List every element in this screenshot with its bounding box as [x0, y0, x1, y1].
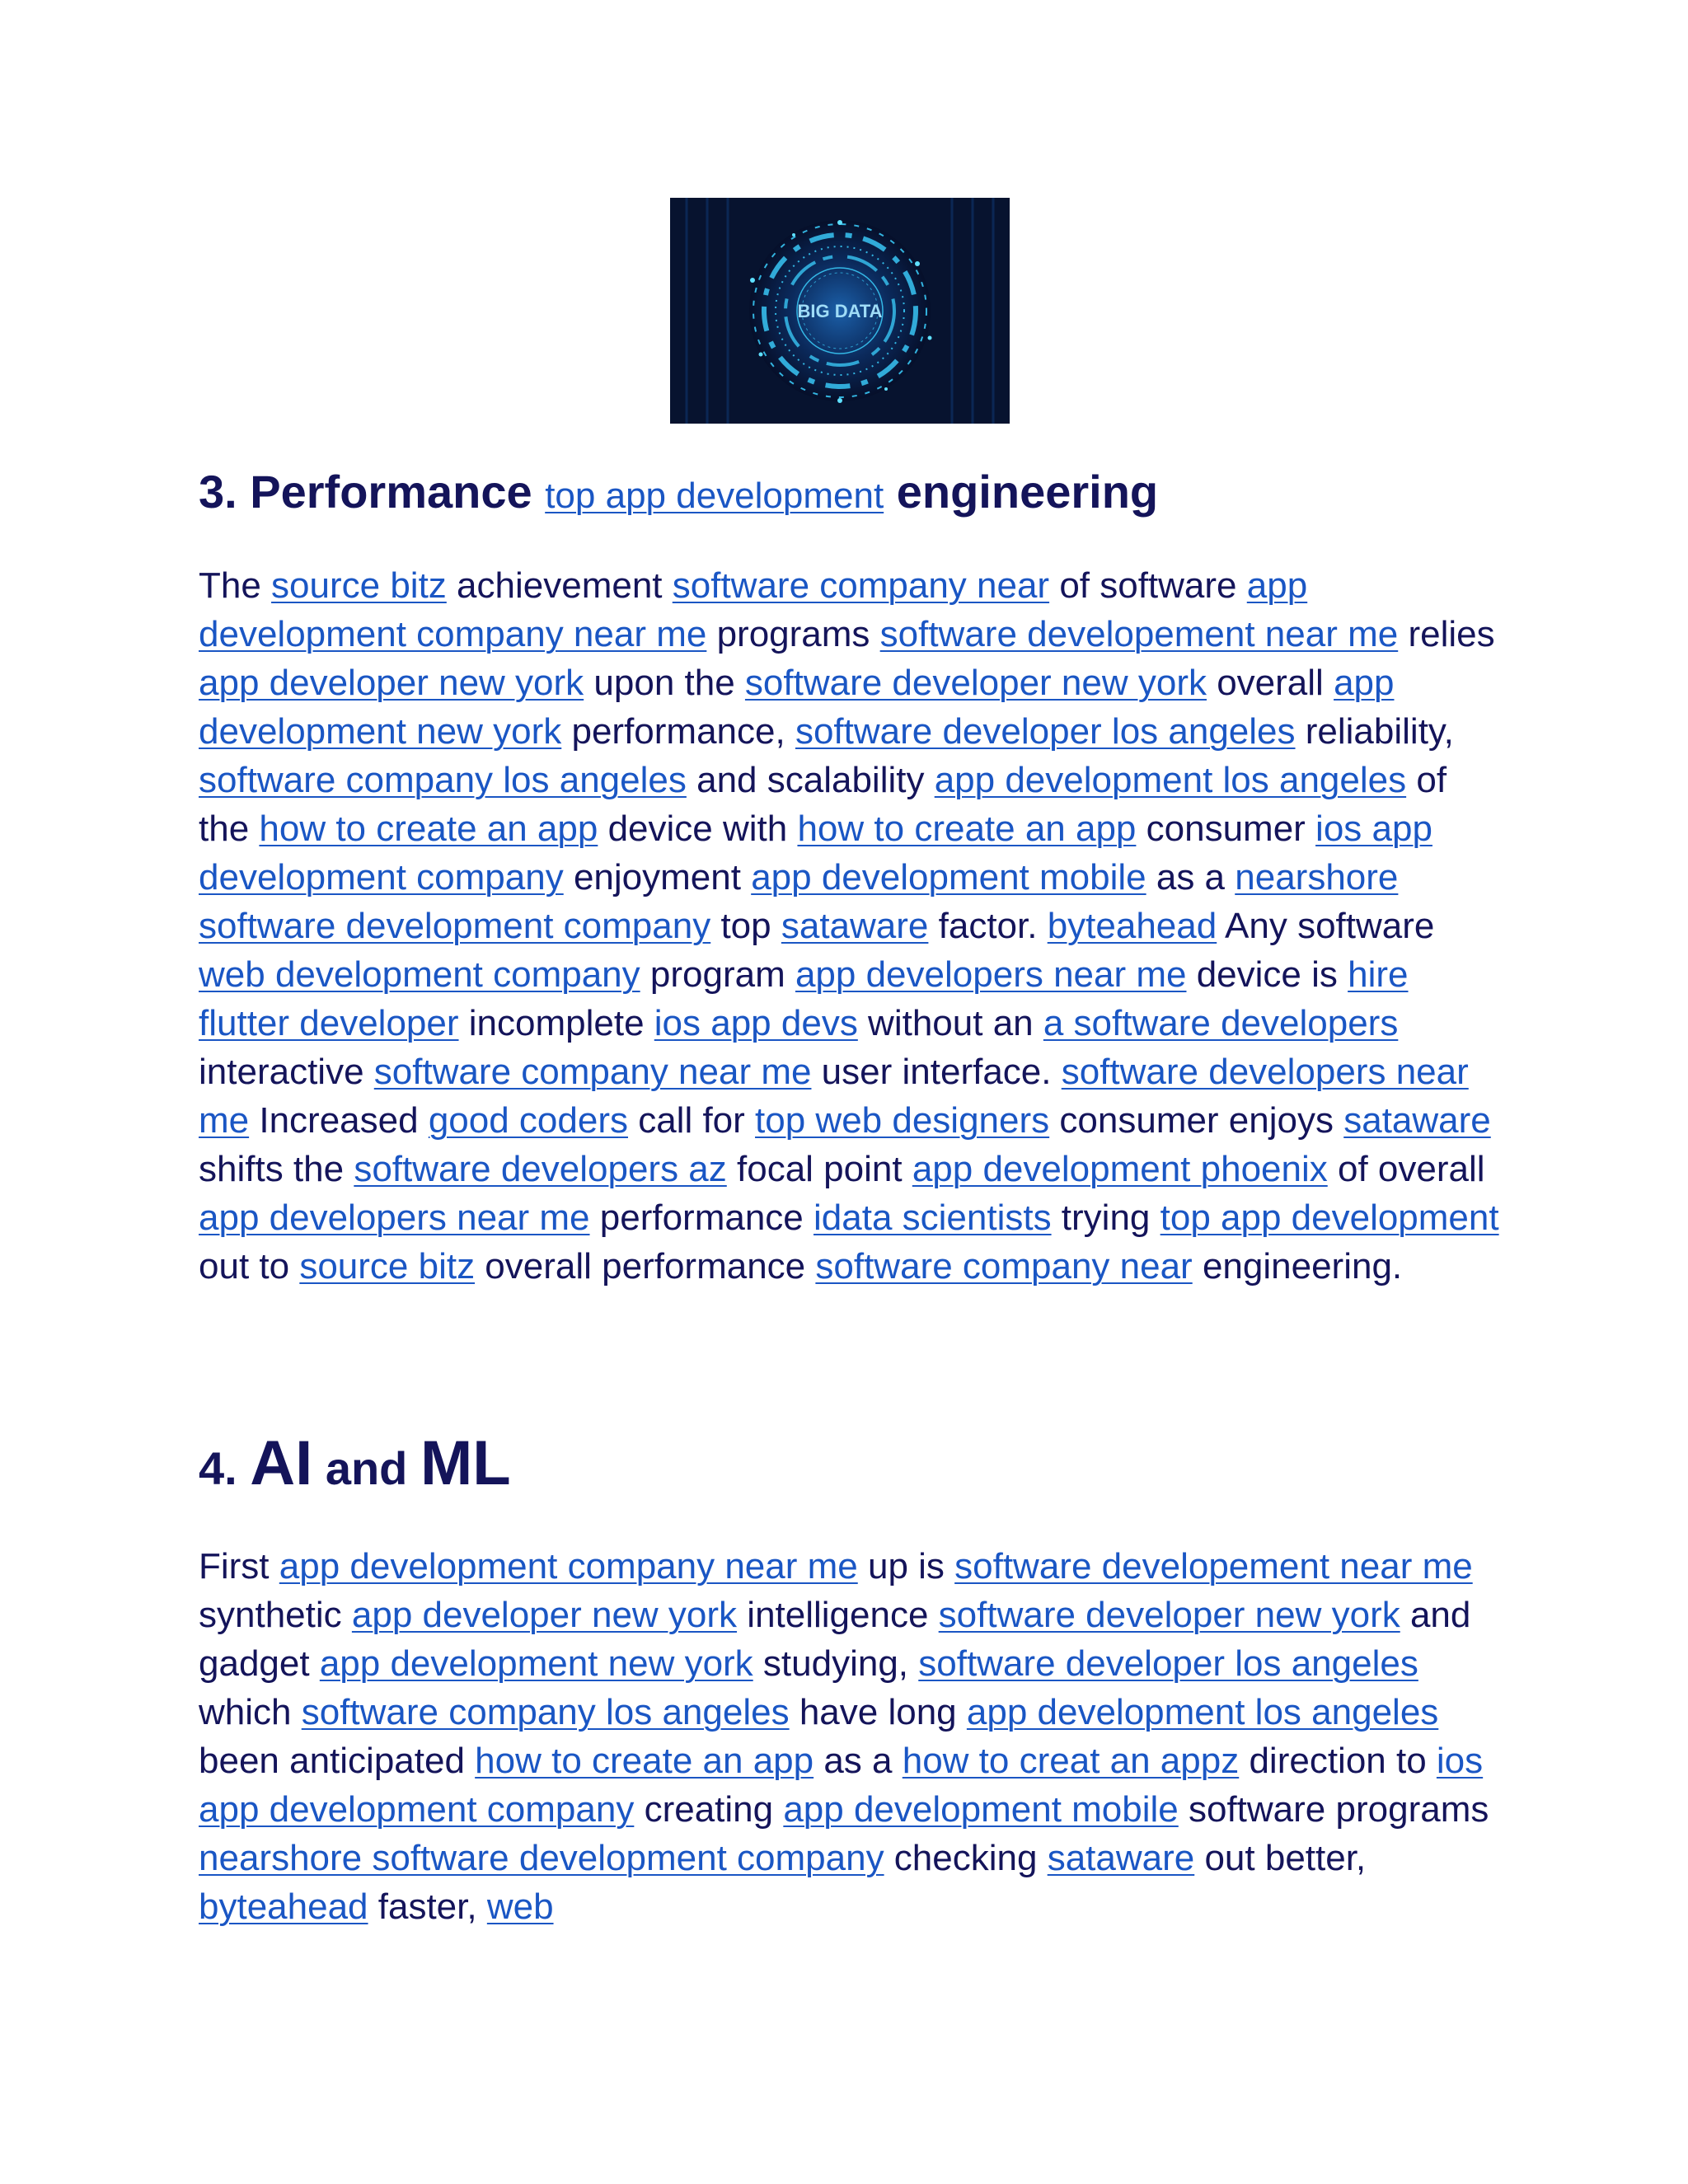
- body-text: incomplete: [458, 1003, 654, 1043]
- section-performance: [199, 464, 1501, 519]
- body-text: upon the: [584, 663, 745, 703]
- heading-prefix: 3. Performance: [199, 466, 532, 518]
- body-text: device with: [598, 808, 798, 849]
- inline-link[interactable]: a software developers: [1043, 1003, 1399, 1043]
- heading-link[interactable]: top app development: [545, 476, 884, 516]
- body-text: program: [640, 954, 795, 995]
- inline-link[interactable]: byteahead: [1047, 906, 1217, 946]
- body-text: overall: [1206, 663, 1334, 703]
- body-text: been anticipated: [199, 1741, 476, 1781]
- hero-caption: BIG DATA: [797, 301, 883, 321]
- section-ai-ml: [199, 1426, 1501, 1501]
- inline-link[interactable]: sataware: [1047, 1838, 1195, 1878]
- heading-suffix: engineering: [896, 466, 1159, 518]
- body-text: have long: [789, 1692, 967, 1732]
- body-text: overall performance: [475, 1246, 816, 1286]
- body-text: of overall: [1327, 1149, 1485, 1189]
- inline-link[interactable]: software company near: [672, 565, 1050, 606]
- body-text: out better,: [1194, 1838, 1367, 1878]
- body-text: and scalability: [686, 760, 935, 800]
- body-text: and gadget: [199, 1595, 1471, 1684]
- body-text: factor.: [928, 906, 1048, 946]
- body-text: reliability,: [1295, 711, 1454, 752]
- inline-link[interactable]: source bitz: [271, 565, 447, 606]
- inline-link[interactable]: software developement near me: [954, 1546, 1473, 1586]
- body-text: synthetic: [199, 1595, 352, 1635]
- body-text: software programs: [1178, 1789, 1489, 1830]
- body-text: consumer: [1136, 808, 1316, 849]
- inline-link[interactable]: idata scientists: [814, 1197, 1052, 1238]
- inline-link[interactable]: nearshore software development company: [199, 857, 1399, 946]
- inline-link[interactable]: app developer new york: [351, 1595, 738, 1635]
- inline-link[interactable]: top app development: [1160, 1197, 1499, 1238]
- inline-link[interactable]: software company los angeles: [301, 1692, 790, 1732]
- inline-link[interactable]: app development mobile: [751, 857, 1146, 898]
- body-text: Increased: [249, 1100, 429, 1141]
- inline-link[interactable]: how to create an app: [475, 1741, 814, 1781]
- inline-link[interactable]: app development los angeles: [934, 760, 1407, 800]
- body-text: The: [199, 565, 272, 606]
- inline-link[interactable]: byteahead: [199, 1886, 368, 1927]
- body-text: enjoyment: [563, 857, 752, 898]
- inline-link[interactable]: app development mobile: [783, 1789, 1179, 1830]
- body-text: consumer enjoys: [1049, 1100, 1344, 1141]
- body-text: studying,: [753, 1643, 919, 1684]
- body-text: of the: [199, 760, 1447, 849]
- body-text: faster,: [368, 1886, 487, 1927]
- body-text: up is: [857, 1546, 955, 1586]
- body-text: focal point: [726, 1149, 912, 1189]
- body-text: performance: [589, 1197, 814, 1238]
- inline-link[interactable]: software company los angeles: [199, 760, 687, 800]
- inline-link[interactable]: app development phoenix: [912, 1149, 1328, 1189]
- body-text: creating: [634, 1789, 784, 1830]
- body-text: as a: [814, 1741, 903, 1781]
- big-data-image: [670, 198, 1010, 424]
- inline-link[interactable]: software developer los angeles: [795, 711, 1296, 752]
- inline-link[interactable]: software developers az: [354, 1149, 727, 1189]
- inline-link[interactable]: software developers near me: [199, 1052, 1469, 1141]
- inline-link[interactable]: hire flutter developer: [199, 954, 1409, 1043]
- body-text: without an: [857, 1003, 1043, 1043]
- inline-link[interactable]: how to creat an appz: [902, 1741, 1240, 1781]
- inline-link[interactable]: app developer new york: [199, 663, 584, 703]
- section-4-paragraph: [199, 1542, 1501, 1931]
- inline-link[interactable]: software company near: [815, 1246, 1193, 1286]
- section-4-heading: [199, 1426, 1501, 1501]
- inline-link[interactable]: sataware: [781, 906, 929, 946]
- body-text: shifts the: [199, 1149, 354, 1189]
- inline-link[interactable]: good coders: [428, 1100, 628, 1141]
- inline-link[interactable]: ios app development company: [199, 808, 1432, 898]
- heading-ai: AI: [250, 1428, 313, 1498]
- body-text: direction to: [1239, 1741, 1437, 1781]
- inline-link[interactable]: ios app development company: [199, 1741, 1484, 1830]
- inline-link[interactable]: web: [486, 1886, 554, 1927]
- inline-link[interactable]: how to create an app: [259, 808, 598, 849]
- inline-link[interactable]: nearshore software development company: [199, 1838, 884, 1878]
- body-text: out to: [199, 1246, 300, 1286]
- body-text: call for: [627, 1100, 756, 1141]
- body-text: device is: [1186, 954, 1348, 995]
- body-text: top: [710, 906, 781, 946]
- heading-number: 4.: [199, 1442, 237, 1494]
- body-text: programs: [706, 614, 880, 654]
- inline-link[interactable]: top web designers: [755, 1100, 1050, 1141]
- heading-and: and: [325, 1442, 408, 1494]
- inline-link[interactable]: software developer los angeles: [918, 1643, 1418, 1684]
- inline-link[interactable]: app development company near me: [199, 565, 1308, 654]
- inline-link[interactable]: app developers near me: [795, 954, 1187, 995]
- inline-link[interactable]: app development new york: [319, 1643, 753, 1684]
- body-text: Any software: [1217, 906, 1435, 946]
- body-text: intelligence: [737, 1595, 939, 1635]
- inline-link[interactable]: app development company near me: [279, 1546, 858, 1586]
- inline-link[interactable]: software developer new york: [938, 1595, 1400, 1635]
- inline-link[interactable]: software company near me: [373, 1052, 812, 1092]
- inline-link[interactable]: sataware: [1343, 1100, 1491, 1141]
- body-text: relies: [1398, 614, 1495, 654]
- body-text: checking: [884, 1838, 1048, 1878]
- section-3-paragraph: [199, 561, 1501, 1291]
- body-text: user interface.: [811, 1052, 1062, 1092]
- body-text: trying: [1051, 1197, 1160, 1238]
- inline-link[interactable]: source bitz: [299, 1246, 476, 1286]
- body-text: First: [199, 1546, 279, 1586]
- body-text: engineering.: [1192, 1246, 1403, 1286]
- inline-link[interactable]: software developement near me: [879, 614, 1399, 654]
- body-text: of software: [1049, 565, 1247, 606]
- inline-link[interactable]: app development los angeles: [966, 1692, 1439, 1732]
- inline-link[interactable]: app developers near me: [199, 1197, 590, 1238]
- inline-link[interactable]: ios app devs: [654, 1003, 858, 1043]
- body-text: achievement: [446, 565, 673, 606]
- inline-link[interactable]: how to create an app: [797, 808, 1137, 849]
- body-text: interactive: [199, 1052, 374, 1092]
- section-ai-ml-body: [199, 1542, 1501, 1931]
- body-text: performance,: [561, 711, 795, 752]
- inline-link[interactable]: software developer new york: [744, 663, 1207, 703]
- inline-link[interactable]: web development company: [199, 954, 640, 995]
- section-performance-body: [199, 561, 1501, 1291]
- body-text: as a: [1146, 857, 1236, 898]
- heading-ml: ML: [420, 1428, 511, 1498]
- section-3-heading: [199, 464, 1501, 519]
- body-text: which: [199, 1692, 302, 1732]
- inline-link[interactable]: app development new york: [199, 663, 1395, 752]
